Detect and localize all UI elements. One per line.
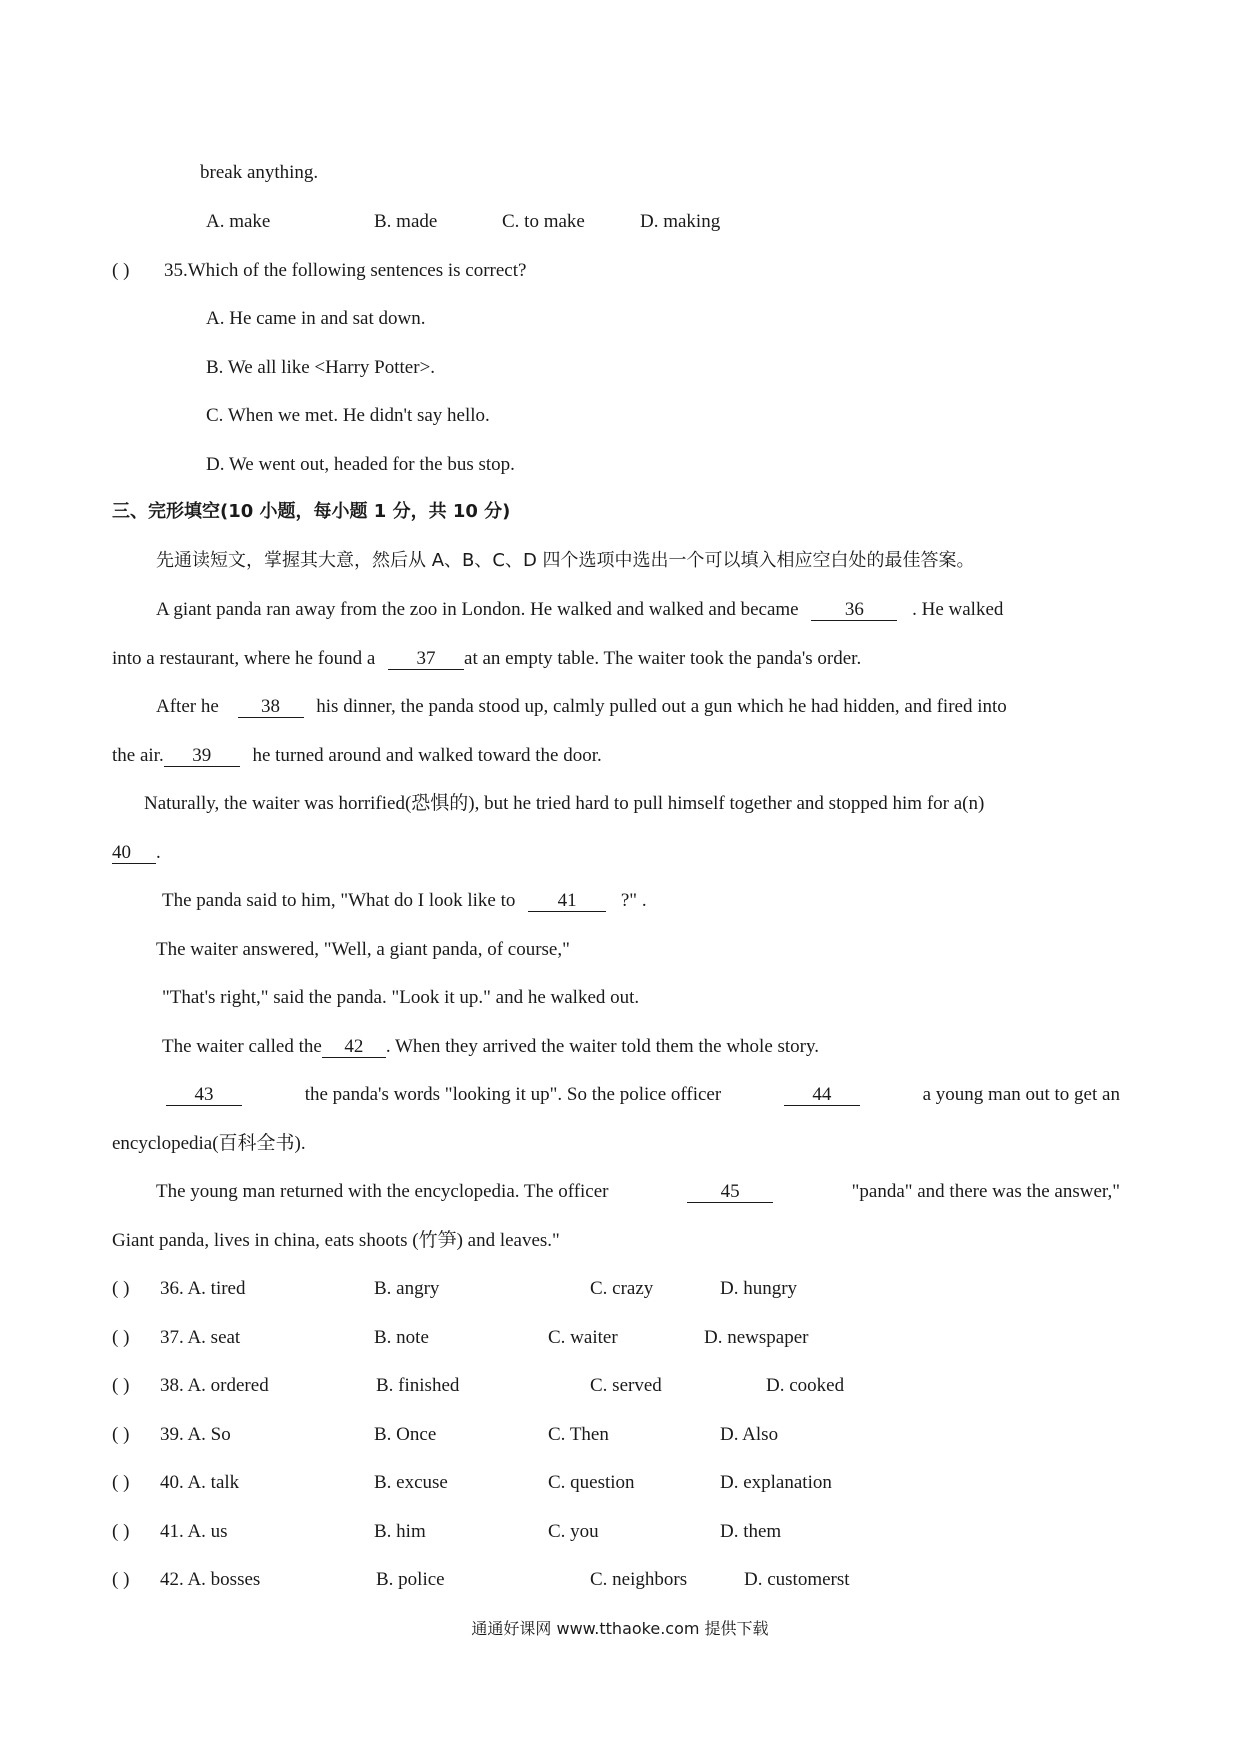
q36-option-b: B. angry [374, 1278, 440, 1299]
q34-option-b: B. made [374, 211, 438, 232]
q35-option-b: B. We all like <Harry Potter>. [206, 357, 436, 378]
q38-option-b: B. finished [376, 1375, 460, 1396]
passage-text: ?" . [620, 890, 647, 911]
blank-40: 40 [112, 843, 156, 864]
blank-37: 37 [388, 649, 464, 670]
passage-text: Naturally, the waiter was horrified(恐惧的), but he tried hard to pull himself together and stopped him for a(n) [144, 793, 985, 814]
passage-line [112, 647, 861, 671]
q41-option-b: B. him [374, 1521, 426, 1542]
passage-text: the panda's words "looking it up". So the police officer [304, 1084, 722, 1105]
q40-option-b: B. excuse [374, 1472, 448, 1493]
passage-text: . When they arrived the waiter told them the whole story. [385, 1036, 820, 1057]
q39-option-b: B. Once [374, 1424, 437, 1445]
q36-option-c: C. crazy [590, 1278, 654, 1299]
q35-option-d: D. We went out, headed for the bus stop. [206, 454, 515, 475]
q34-option-a: A. make [206, 211, 271, 232]
q39-option-c: C. Then [548, 1424, 609, 1445]
page-footer: 通通好课网 www.tthaoke.com 提供下载 [471, 1619, 769, 1638]
q37-option-c: C. waiter [548, 1327, 618, 1348]
section-instruction: 先通读短文，掌握其大意，然后从 A、B、C、D 四个选项中选出一个可以填入相应空白处的最佳答案。 [156, 550, 975, 571]
passage-text: into a restaurant, where he found a [112, 648, 376, 669]
passage-text: his dinner, the panda stood up, calmly pulled out a gun which he had hidden, and fired into [316, 696, 1007, 717]
blank-42: 42 [322, 1037, 386, 1058]
q36-option-d: D. hungry [720, 1278, 798, 1299]
q40-option-c: C. question [548, 1472, 635, 1493]
q39-option-a: 39. A. So [160, 1424, 231, 1445]
passage-line [162, 1035, 819, 1059]
q37-option-b: B. note [374, 1327, 429, 1348]
passage-text: Giant panda, lives in china, eats shoots (竹笋) and leaves." [112, 1230, 560, 1251]
q39-answer-paren: ( ) [112, 1424, 130, 1445]
q41-option-a: 41. A. us [160, 1521, 228, 1542]
passage-line [162, 889, 647, 913]
passage-line [112, 744, 602, 768]
q40-answer-paren: ( ) [112, 1472, 130, 1493]
blank-36: 36 [811, 600, 897, 621]
section-heading: 三、完形填空(10 小题，每小题 1 分，共 10 分) [112, 501, 511, 522]
blank-41: 41 [528, 891, 606, 912]
q37-answer-paren: ( ) [112, 1327, 130, 1348]
q35-option-c: C. When we met. He didn't say hello. [206, 405, 490, 426]
q37-option-d: D. newspaper [704, 1327, 809, 1348]
q41-answer-paren: ( ) [112, 1521, 130, 1542]
passage-text: The young man returned with the encyclopedia. The officer [156, 1181, 609, 1202]
passage-text: the air. [112, 745, 164, 766]
passage-line [156, 695, 1007, 719]
q34-option-c: C. to make [502, 211, 585, 232]
q38-option-d: D. cooked [766, 1375, 845, 1396]
q40-option-d: D. explanation [720, 1472, 832, 1493]
q41-option-d: D. them [720, 1521, 782, 1542]
q35-option-a: A. He came in and sat down. [206, 308, 426, 329]
passage-text: The panda said to him, "What do I look like to [162, 890, 516, 911]
passage-text: A giant panda ran away from the zoo in London. He walked and walked and became [156, 599, 799, 620]
q38-option-c: C. served [590, 1375, 662, 1396]
q42-option-c: C. neighbors [590, 1569, 688, 1590]
passage-text: "panda" and there was the answer," [851, 1181, 1120, 1202]
q35-answer-paren: ( ) [112, 260, 130, 281]
blank-38: 38 [238, 697, 304, 718]
q37-option-a: 37. A. seat [160, 1327, 241, 1348]
q42-answer-paren: ( ) [112, 1569, 130, 1590]
passage-text: . He walked [912, 599, 1004, 620]
q38-answer-paren: ( ) [112, 1375, 130, 1396]
blank-44: 44 [784, 1085, 860, 1106]
blank-43: 43 [166, 1085, 242, 1106]
q34-option-d: D. making [640, 211, 721, 232]
passage-text: . [156, 842, 161, 863]
passage-text: at an empty table. The waiter took the panda's order. [464, 648, 862, 669]
passage-text: he turned around and walked toward the door. [252, 745, 602, 766]
q36-option-a: 36. A. tired [160, 1278, 246, 1299]
q34-stem-tail: break anything. [200, 162, 319, 183]
q42-option-b: B. police [376, 1569, 445, 1590]
passage-text: The waiter answered, "Well, a giant panda, of course," [156, 939, 570, 960]
passage-line [156, 1180, 1120, 1204]
passage-text: a young man out to get an [922, 1084, 1120, 1105]
passage-line [112, 841, 161, 865]
passage-text: The waiter called the [162, 1036, 322, 1057]
blank-39: 39 [164, 746, 240, 767]
blank-45: 45 [687, 1182, 773, 1203]
q38-option-a: 38. A. ordered [160, 1375, 269, 1396]
passage-text: "That's right," said the panda. "Look it up." and he walked out. [162, 987, 640, 1008]
passage-line [112, 1083, 1120, 1107]
passage-line [156, 598, 1003, 622]
q42-option-a: 42. A. bosses [160, 1569, 261, 1590]
q42-option-d: D. customerst [744, 1569, 850, 1590]
q36-answer-paren: ( ) [112, 1278, 130, 1299]
q41-option-c: C. you [548, 1521, 599, 1542]
passage-text: encyclopedia(百科全书). [112, 1133, 306, 1154]
q39-option-d: D. Also [720, 1424, 779, 1445]
q35-stem: 35.Which of the following sentences is correct? [164, 260, 527, 281]
passage-text: After he [156, 696, 219, 717]
q40-option-a: 40. A. talk [160, 1472, 240, 1493]
